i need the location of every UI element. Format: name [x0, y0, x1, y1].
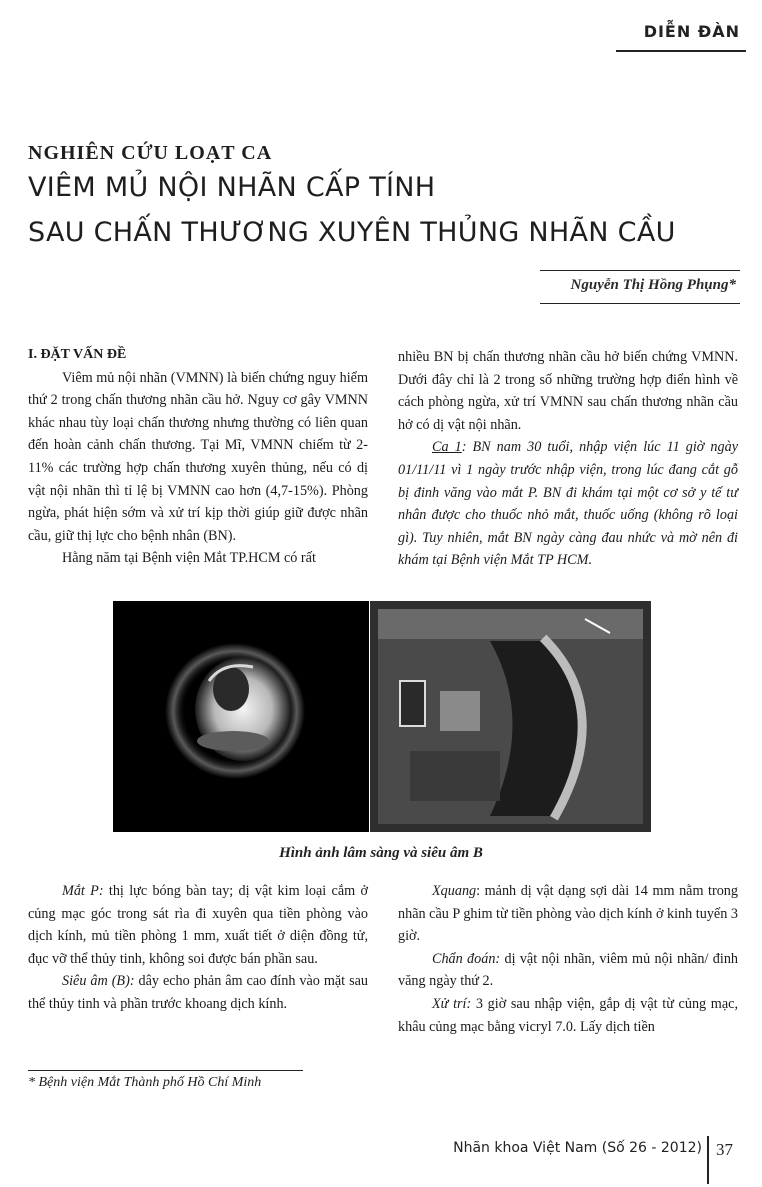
ultrasound-text: dây echo phản âm cao đính vào mặt sau thể thủy tinh và phần trước khoang dịch kính.: [28, 973, 368, 1012]
author-rule-top: [540, 270, 740, 271]
ultrasound-paragraph: [28, 970, 368, 1015]
eye-exam-text: thị lực bóng bàn tay; dị vật kim loại cắm ở củng mạc góc trong sát rìa đi xuyên qua tiền phòng vào dịch kính, mủ tiền phòng 1 mm, xuất tiết ở diện đồng tử, đục vỡ thể thủy tinh, không soi được bán phần sau.: [28, 883, 369, 967]
footnote-rule: [28, 1070, 303, 1071]
case-1-text: : BN nam 30 tuổi, nhập viện lúc 11 giờ ngày 01/11/11 vì 1 ngày trước nhập viện, trong lúc đang cắt gỗ bị đinh văng vào mắt P. BN đi khám tại một cơ sở y tế tư nhân được cho thuốc nhỏ mắt, thuốc uống (không rõ loại gì). Tuy nhiên, mắt BN ngày càng đau nhức và mờ nên đi khám tại Bệnh viện Mắt TP HCM.: [398, 439, 739, 569]
case-1-paragraph: [398, 436, 738, 572]
diagnosis-label: Chẩn đoán:: [432, 950, 501, 967]
ultrasound-label: Siêu âm (B):: [62, 973, 135, 990]
xray-text: : mảnh dị vật dạng sợi dài 14 mm nằm trong nhãn cầu P ghim từ tiền phòng vào dịch kính ở kinh tuyến 3 giờ.: [398, 883, 738, 945]
article-title-line1: VIÊM MỦ NỘI NHÃN CẤP TÍNH: [28, 172, 436, 203]
intro-paragraph-continued: nhiều BN bị chấn thương nhãn cầu hở biến chứng VMNN. Dưới đây chỉ là 2 trong số những trường hợp điển hình về cách phòng ngừa, xử trí VMNN sau chấn thương nhãn cầu hở có dị vật nội nhãn.: [398, 349, 738, 433]
clinical-photo: [113, 601, 369, 832]
section-heading: I. ĐẶT VẤN ĐỀ: [28, 347, 127, 362]
treatment-text: 3 giờ sau nhập viện, gắp dị vật từ củng mạc, khâu củng mạc bằng vicryl 7.0. Lấy dịch tiền: [398, 995, 738, 1035]
author-rule-bottom: [540, 303, 740, 304]
intro-paragraph-1: Viêm mủ nội nhãn (VMNN) là biến chứng nguy hiểm thứ 2 trong chấn thương nhãn cầu hở. Nguy cơ gây VMNN khác nhau tùy loại chấn thương nhưng thường có liên quan đến hoàn cảnh chấn thương. Tại Mĩ, VMNN chiếm từ 2-11% các trường hợp chấn thương xuyên thủng, nếu có dị vật nội nhãn thì tỉ lệ bị VMNN cao hơn (4,7-15%). Phòng ngừa, phát hiện sớm và xử trí kịp thời giúp giữ được nhãn cầu, giữ thị lực cho bệnh nhân (BN).: [28, 369, 368, 544]
xray-paragraph: [398, 880, 738, 948]
left-column-lower: [28, 880, 368, 1016]
eye-exam-label: Mắt P:: [62, 883, 104, 899]
treatment-paragraph: [398, 993, 738, 1038]
article-title-line2: SAU CHẤN THƯƠNG XUYÊN THỦNG NHÃN CẦU: [28, 217, 676, 248]
section-rule: [616, 50, 746, 52]
footnote: * Bệnh viện Mắt Thành phố Hồ Chí Minh: [28, 1075, 262, 1090]
eye-exam-paragraph: [28, 880, 368, 970]
page-number: 37: [716, 1140, 733, 1159]
ultrasound-b-scan: [370, 601, 651, 832]
right-column-lower: [398, 880, 738, 1038]
diagnosis-text: dị vật nội nhãn, viêm mủ nội nhãn/ đinh văng ngày thứ 2.: [398, 950, 739, 990]
footer-divider: [707, 1136, 709, 1184]
intro-paragraph-2: Hằng năm tại Bệnh viện Mắt TP.HCM có rất: [62, 550, 316, 567]
xray-label: Xquang: [432, 883, 477, 899]
journal-footer: Nhãn khoa Việt Nam (Số 26 - 2012): [453, 1140, 702, 1156]
section-tag: DIỄN ĐÀN: [643, 22, 740, 41]
author-name: Nguyễn Thị Hồng Phụng*: [570, 277, 736, 293]
left-column: [28, 344, 368, 570]
right-column: [398, 346, 738, 572]
case-1-label: Ca 1: [432, 439, 462, 456]
diagnosis-paragraph: [398, 948, 738, 993]
figure-caption: Hình ảnh lâm sàng và siêu âm B: [279, 845, 483, 861]
article-kicker: NGHIÊN CỨU LOẠT CA: [28, 142, 273, 164]
treatment-label: Xử trí:: [432, 995, 472, 1012]
